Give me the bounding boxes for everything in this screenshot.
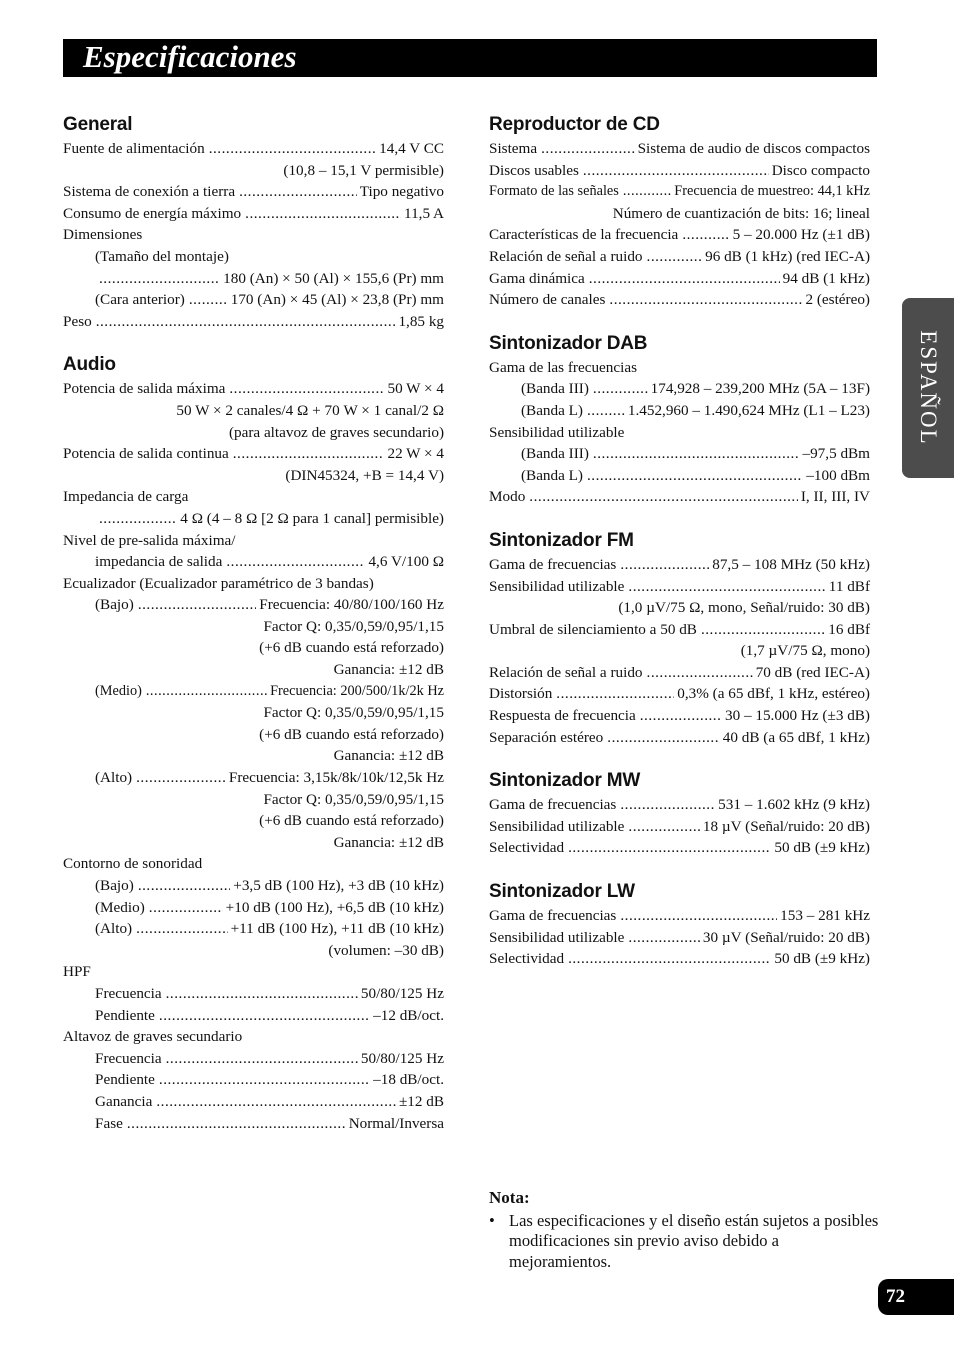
spec-label: Dimensiones: [63, 226, 143, 244]
section-gap: [489, 748, 870, 766]
spec-value: 11,5 A: [404, 204, 444, 222]
spec-value: 40 dB (a 65 dBf, 1 kHz): [722, 728, 870, 746]
spec-row: [63, 918, 444, 940]
spec-value: Ganancia: ±12 dB: [333, 661, 444, 679]
spec-row: [489, 597, 870, 619]
dot-leader: [138, 594, 256, 616]
spec-row: [63, 138, 444, 160]
spec-row: [63, 745, 444, 767]
dot-leader: [583, 160, 769, 182]
spec-value: 5 – 20.000 Hz (±1 dB): [732, 226, 870, 244]
spec-row: [63, 400, 444, 422]
spec-row: [489, 422, 870, 444]
spec-value: 153 – 281 kHz: [780, 907, 870, 925]
spec-label: Selectividad: [489, 950, 565, 968]
spec-label: Sensibilidad utilizable: [489, 577, 625, 595]
spec-label: Umbral de silenciamiento a 50 dB: [489, 620, 697, 638]
spec-label: Consumo de energía máximo: [63, 204, 242, 222]
left-column: [63, 112, 444, 1154]
dot-leader: [620, 554, 709, 576]
dot-leader: [166, 983, 358, 1005]
dot-leader: [593, 443, 800, 465]
spec-row: [489, 400, 870, 422]
spec-row: [63, 443, 444, 465]
spec-value: 50 W × 2 canales/4 Ω + 70 W × 1 canal/2 Ω: [176, 401, 444, 419]
spec-value: +10 dB (100 Hz), +6,5 dB (10 kHz): [225, 898, 444, 916]
spec-label: Relación de señal a ruido: [489, 247, 643, 265]
spec-value: 50 dB (±9 kHz): [774, 950, 870, 968]
spec-value: 16 dBf: [828, 620, 870, 638]
spec-row: [489, 554, 870, 576]
spec-row: [63, 810, 444, 832]
spec-value: 94 dB (1 kHz): [782, 269, 870, 287]
spec-value: Ganancia: ±12 dB: [333, 833, 444, 851]
spec-value: Número de cuantización de bits: 16; lineal: [612, 204, 870, 222]
spec-label: Gama dinámica: [489, 269, 585, 287]
spec-value: (1,7 µV/75 Ω, mono): [740, 642, 870, 660]
spec-row: [63, 422, 444, 444]
section-heading: Sintonizador DAB: [489, 332, 648, 354]
spec-row: [489, 705, 870, 727]
spec-label: Potencia de salida máxima: [63, 380, 226, 398]
spec-row: [63, 681, 444, 703]
spec-row: [63, 311, 444, 333]
spec-row: [63, 637, 444, 659]
spec-value: (+6 dB cuando está reforzado): [259, 639, 444, 657]
spec-row: [489, 203, 870, 225]
spec-label: (Banda III): [521, 380, 589, 398]
note-item: [489, 1211, 879, 1273]
dot-leader: [136, 767, 226, 789]
note-text: Las especificaciones y el diseño están sujetos a posibles modificaciones sin previo aviso debido a mejoramientos.: [509, 1210, 879, 1271]
dot-leader: [628, 927, 700, 949]
dot-leader: [593, 378, 648, 400]
spec-row: [63, 1091, 444, 1113]
spec-row: [63, 289, 444, 311]
spec-label: Relación de señal a ruido: [489, 663, 643, 681]
spec-label: Sensibilidad utilizable: [489, 817, 625, 835]
spec-label: Gama de frecuencias: [489, 796, 617, 814]
section-gap: [489, 970, 870, 988]
spec-row: [489, 357, 870, 379]
spec-row: [489, 576, 870, 598]
dot-leader: [166, 1048, 358, 1070]
page-title: Especificaciones: [83, 39, 297, 74]
dot-leader: [628, 816, 700, 838]
dot-leader: [226, 551, 365, 573]
spec-label: Sistema de conexión a tierra: [63, 183, 236, 201]
spec-label: Separación estéreo: [489, 728, 604, 746]
spec-label: (Tamaño del montaje): [95, 247, 229, 265]
spec-value: Factor Q: 0,35/0,59/0,95/1,15: [263, 617, 444, 635]
dot-leader: [620, 905, 777, 927]
spec-value: +11 dB (100 Hz), +11 dB (10 kHz): [230, 920, 444, 938]
spec-value: –97,5 dBm: [802, 445, 870, 463]
spec-value: 87,5 – 108 MHz (50 kHz): [712, 555, 870, 573]
spec-value: (para altavoz de graves secundario): [228, 423, 444, 441]
spec-row: [489, 224, 870, 246]
spec-row: [63, 659, 444, 681]
spec-row: [489, 816, 870, 838]
spec-label: Sistema: [489, 140, 538, 157]
spec-row: [489, 640, 870, 662]
dot-leader: [701, 619, 825, 641]
dot-leader: [640, 705, 722, 727]
spec-value: 50 W × 4: [387, 380, 444, 398]
spec-row: [63, 983, 444, 1005]
spec-row: [63, 551, 444, 573]
spec-value: 14,4 V CC: [379, 140, 444, 157]
spec-row: [63, 1026, 444, 1048]
spec-row: [63, 789, 444, 811]
spec-row: [63, 224, 444, 246]
spec-value: 170 (An) × 45 (Al) × 23,8 (Pr) mm: [230, 291, 444, 309]
spec-value: Factor Q: 0,35/0,59/0,95/1,15: [263, 704, 444, 722]
spec-value: 50 dB (±9 kHz): [774, 839, 870, 857]
section-heading: Sintonizador LW: [489, 881, 635, 903]
language-tab-label: ESPAÑOL: [916, 330, 941, 446]
spec-value: 30 µV (Señal/ruido: 20 dB): [702, 928, 870, 946]
spec-label: (Banda L): [521, 466, 583, 484]
spec-row: [63, 853, 444, 875]
spec-label: Fuente de alimentación: [63, 140, 205, 157]
spec-row: [63, 1113, 444, 1135]
spec-label: HPF: [63, 963, 91, 981]
dot-leader: [620, 794, 715, 816]
dot-leader: [209, 138, 376, 160]
spec-row: [63, 378, 444, 400]
dot-leader: [568, 948, 771, 970]
spec-value: 96 dB (1 kHz) (red IEC-A): [705, 247, 870, 265]
dot-leader: [587, 465, 803, 487]
section-heading: Sintonizador MW: [489, 770, 641, 792]
section-heading: General: [63, 114, 133, 135]
spec-value: –12 dB/oct.: [373, 1006, 444, 1024]
spec-section: [489, 528, 870, 766]
spec-value: (1,0 µV/75 Ω, mono, Señal/ruido: 30 dB): [618, 599, 870, 617]
spec-value: (+6 dB cuando está reforzado): [259, 812, 444, 830]
spec-row: [63, 767, 444, 789]
spec-label: (Medio): [95, 682, 142, 699]
spec-label: Discos usables: [489, 161, 579, 179]
section-heading: Reproductor de CD: [489, 114, 660, 135]
spec-row: [489, 138, 870, 160]
spec-label: Características de la frecuencia: [489, 226, 679, 244]
spec-section: [489, 879, 870, 988]
spec-row: [63, 160, 444, 182]
section-gap: [63, 1134, 444, 1152]
spec-value: Ganancia: ±12 dB: [333, 747, 444, 765]
spec-row: [489, 727, 870, 749]
dot-leader: [556, 683, 674, 705]
spec-value: 4,6 V/100 Ω: [368, 553, 444, 571]
dot-leader: [99, 268, 220, 290]
spec-row: [489, 268, 870, 290]
dot-leader: [239, 181, 357, 203]
spec-row: [489, 443, 870, 465]
spec-row: [63, 203, 444, 225]
spec-value: Frecuencia: 200/500/1k/2k Hz: [270, 682, 444, 699]
dot-leader: [682, 224, 729, 246]
spec-row: [489, 465, 870, 487]
spec-row: [489, 794, 870, 816]
spec-label: (Banda L): [521, 401, 583, 419]
spec-label: Modo: [489, 488, 526, 506]
spec-row: [63, 832, 444, 854]
spec-label: (Bajo): [95, 596, 134, 614]
language-tab: [902, 298, 954, 478]
dot-leader: [189, 289, 228, 311]
spec-label: Peso: [63, 312, 92, 330]
spec-label: Pendiente: [95, 1071, 155, 1089]
spec-value: 174,928 – 239,200 MHz (5A – 13F): [650, 380, 870, 398]
section-gap: [489, 859, 870, 877]
spec-value: 0,3% (a 65 dBf, 1 kHz, estéreo): [677, 685, 870, 703]
dot-leader: [159, 1005, 370, 1027]
spec-value: 531 – 1.602 kHz (9 kHz): [718, 796, 870, 814]
spec-label: (Bajo): [95, 877, 134, 894]
dot-leader: [568, 837, 771, 859]
spec-label: Ecualizador (Ecualizador paramétrico de 3 bandas): [63, 574, 374, 592]
spec-value: Sistema de audio de discos compactos: [637, 140, 870, 157]
spec-value: (10,8 – 15,1 V permisible): [283, 161, 444, 179]
section-heading: Audio: [63, 354, 116, 376]
spec-value: –18 dB/oct.: [373, 1071, 444, 1089]
dot-leader: [587, 400, 625, 422]
spec-label: Altavoz de graves secundario: [63, 1028, 243, 1046]
spec-row: [489, 378, 870, 400]
spec-value: 30 – 15.000 Hz (±3 dB): [724, 707, 870, 725]
spec-label: Frecuencia: [95, 1049, 162, 1067]
spec-row: [63, 897, 444, 919]
spec-row: [489, 619, 870, 641]
title-bar: [63, 39, 877, 77]
spec-value: Frecuencia: 40/80/100/160 Hz: [259, 596, 444, 614]
spec-row: [63, 246, 444, 268]
right-column: [489, 112, 870, 990]
spec-label: Número de canales: [489, 291, 606, 309]
spec-row: [63, 724, 444, 746]
dot-leader: [541, 138, 635, 160]
spec-row: [489, 948, 870, 970]
spec-value: (volumen: –30 dB): [328, 941, 444, 959]
spec-value: Normal/Inversa: [348, 1114, 444, 1132]
spec-label: (Cara anterior): [95, 291, 185, 309]
spec-row: [63, 1069, 444, 1091]
spec-row: [63, 1048, 444, 1070]
spec-label: Fase: [95, 1114, 123, 1132]
spec-label: Impedancia de carga: [63, 488, 189, 506]
dot-leader: [647, 246, 703, 268]
spec-row: [63, 181, 444, 203]
spec-value: 2 (estéreo): [805, 291, 870, 309]
spec-value: 22 W × 4: [387, 445, 444, 463]
spec-value: 4 Ω (4 – 8 Ω [2 Ω para 1 canal] permisible): [180, 509, 444, 527]
spec-row: [63, 573, 444, 595]
spec-value: Frecuencia: 3,15k/8k/10k/12,5k Hz: [228, 769, 444, 787]
spec-label: Frecuencia: [95, 984, 162, 1002]
spec-value: (+6 dB cuando está reforzado): [259, 725, 444, 743]
dot-leader: [99, 508, 177, 530]
dot-leader: [159, 1069, 370, 1091]
spec-label: Sensibilidad utilizable: [489, 423, 625, 441]
page-number: 72: [878, 1279, 954, 1315]
dot-leader: [589, 268, 780, 290]
spec-row: [63, 268, 444, 290]
dot-leader: [233, 443, 385, 465]
dot-leader: [136, 918, 227, 940]
spec-row: [489, 181, 870, 203]
dot-leader: [609, 289, 802, 311]
spec-label: Pendiente: [95, 1006, 155, 1024]
spec-row: [63, 1005, 444, 1027]
dot-leader: [607, 727, 720, 749]
spec-label: (Medio): [95, 898, 145, 916]
spec-row: [63, 508, 444, 530]
spec-value: 1.452,960 – 1.490,624 MHz (L1 – L23): [627, 401, 870, 419]
spec-label: Contorno de sonoridad: [63, 855, 203, 873]
spec-label: Gama de las frecuencias: [489, 358, 637, 376]
spec-label: Formato de las señales: [489, 183, 619, 200]
spec-label: Distorsión: [489, 685, 553, 703]
spec-value: Factor Q: 0,35/0,59/0,95/1,15: [263, 790, 444, 808]
dot-leader: [529, 486, 798, 508]
spec-value: (DIN45324, +B = 14,4 V): [285, 466, 444, 484]
dot-leader: [146, 681, 267, 703]
spec-row: [63, 961, 444, 983]
spec-row: [63, 594, 444, 616]
spec-row: [489, 486, 870, 508]
spec-row: [63, 530, 444, 552]
spec-value: Disco compacto: [771, 161, 870, 179]
spec-label: Nivel de pre-salida máxima/: [63, 531, 236, 549]
spec-label: Potencia de salida continua: [63, 445, 229, 463]
spec-section: [489, 768, 870, 877]
spec-section: [489, 112, 870, 329]
spec-label: Gama de frecuencias: [489, 907, 617, 925]
spec-row: [63, 486, 444, 508]
dot-leader: [229, 378, 384, 400]
bullet-icon: •: [489, 1210, 495, 1230]
spec-row: [489, 683, 870, 705]
dot-leader: [647, 662, 753, 684]
spec-row: [63, 465, 444, 487]
spec-label: (Alto): [95, 769, 133, 787]
spec-value: ±12 dB: [398, 1092, 444, 1110]
section-heading: Sintonizador FM: [489, 529, 634, 551]
dot-leader: [628, 576, 825, 598]
note-block: [489, 1188, 879, 1272]
spec-row: [63, 940, 444, 962]
spec-value: Frecuencia de muestreo: 44,1 kHz: [674, 183, 870, 200]
spec-value: Tipo negativo: [359, 183, 444, 201]
spec-section: [63, 352, 444, 1152]
section-gap: [489, 508, 870, 526]
spec-row: [63, 702, 444, 724]
spec-label: Sensibilidad utilizable: [489, 928, 625, 946]
spec-value: 180 (An) × 50 (Al) × 155,6 (Pr) mm: [223, 269, 444, 287]
spec-row: [489, 837, 870, 859]
spec-row: [489, 905, 870, 927]
spec-label: (Alto): [95, 920, 133, 938]
dot-leader: [245, 203, 401, 225]
spec-row: [63, 875, 444, 897]
spec-section: [489, 331, 870, 526]
spec-label: Gama de frecuencias: [489, 555, 617, 573]
spec-value: 70 dB (red IEC-A): [755, 663, 870, 681]
spec-row: [489, 246, 870, 268]
dot-leader: [138, 875, 230, 897]
spec-value: 50/80/125 Hz: [360, 1049, 444, 1067]
spec-value: 11 dBf: [828, 577, 870, 595]
spec-row: [489, 662, 870, 684]
spec-label: (Banda III): [521, 445, 589, 463]
spec-label: Ganancia: [95, 1092, 153, 1110]
section-gap: [63, 332, 444, 350]
spec-value: 1,85 kg: [398, 312, 444, 330]
spec-value: 50/80/125 Hz: [360, 984, 444, 1002]
spec-value: +3,5 dB (100 Hz), +3 dB (10 kHz): [233, 877, 444, 894]
spec-label: Selectividad: [489, 839, 565, 857]
spec-value: –100 dBm: [806, 466, 870, 484]
spec-value: 18 µV (Señal/ruido: 20 dB): [702, 817, 870, 835]
dot-leader: [623, 181, 671, 203]
dot-leader: [127, 1113, 346, 1135]
spec-value: I, II, III, IV: [800, 488, 870, 506]
spec-row: [63, 616, 444, 638]
dot-leader: [96, 311, 396, 333]
spec-row: [489, 289, 870, 311]
spec-row: [489, 160, 870, 182]
spec-label: impedancia de salida: [95, 553, 223, 571]
spec-label: Respuesta de frecuencia: [489, 707, 636, 725]
spec-row: [489, 927, 870, 949]
dot-leader: [156, 1091, 396, 1113]
section-gap: [489, 311, 870, 329]
dot-leader: [149, 897, 223, 919]
note-heading: Nota:: [489, 1188, 530, 1207]
spec-section: [63, 112, 444, 350]
